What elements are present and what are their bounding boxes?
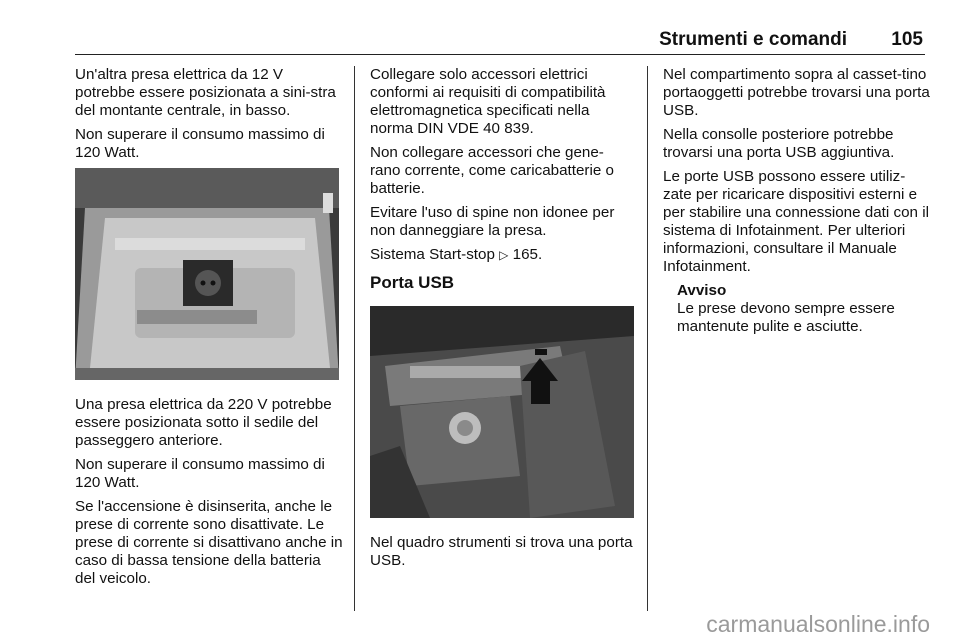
paragraph: Nel compartimento sopra al casset-tino portaoggetti potrebbe trovarsi una porta USB. <box>663 66 930 119</box>
page-header <box>75 28 925 55</box>
paragraph: Se l'accensione è disinserita, anche le prese di corrente sono disattivate. Le prese di corrente si disattivano anche in caso di bassa tensione della batteria del veicolo. <box>75 498 343 587</box>
column-divider <box>647 66 648 611</box>
paragraph: Evitare l'uso di spine non idonee per non danneggiare la presa. <box>370 204 615 239</box>
column-divider <box>354 66 355 611</box>
column-right <box>663 66 933 336</box>
note-title: Avviso <box>677 282 727 299</box>
page-title: Strumenti e comandi <box>659 29 847 50</box>
paragraph: Una presa elettrica da 220 V potrebbe essere posizionata sotto il sedile del passeggero anteriore. <box>75 396 332 449</box>
page-number: 105 <box>891 29 923 50</box>
paragraph: Collegare solo accessori elettrici conformi ai requisiti di compatibilità elettromagnetica specificati nella norma DIN VDE 40 839. <box>370 66 606 137</box>
cross-reference-page: 165. <box>512 246 543 263</box>
section-heading: Porta USB <box>370 273 455 292</box>
page-reference-icon: ▷ <box>499 248 509 262</box>
column-middle <box>370 66 634 576</box>
paragraph: Non superare il consumo massimo di 120 Watt. <box>75 126 325 161</box>
socket-220v-photo <box>75 168 339 380</box>
note-box <box>677 282 933 336</box>
usb-port-photo <box>370 306 634 518</box>
cross-reference-text: Sistema Start-stop <box>370 246 495 263</box>
paragraph: Non superare il consumo massimo di 120 Watt. <box>75 456 325 491</box>
note-text: Le prese devono sempre essere mantenute pulite e asciutte. <box>677 300 895 335</box>
paragraph: Nella consolle posteriore potrebbe trovarsi una porta USB aggiuntiva. <box>663 126 895 161</box>
paragraph: Le porte USB possono essere utiliz-zate per ricaricare dispositivi esterni e per stabilire una connessione dati con il sistema di Infotainment. Per ulteriori informazioni, consultare il Manuale Infotainment. <box>663 168 929 275</box>
watermark: carmanualsonline.info <box>706 611 930 637</box>
paragraph: Un'altra presa elettrica da 12 V potrebbe essere posizionata a sini-stra del montante centrale, in basso. <box>75 66 336 119</box>
column-left <box>75 66 343 594</box>
cross-reference <box>370 246 634 264</box>
paragraph: Nel quadro strumenti si trova una porta USB. <box>370 534 633 569</box>
paragraph: Non collegare accessori che gene-rano corrente, come caricabatterie o batterie. <box>370 144 614 197</box>
